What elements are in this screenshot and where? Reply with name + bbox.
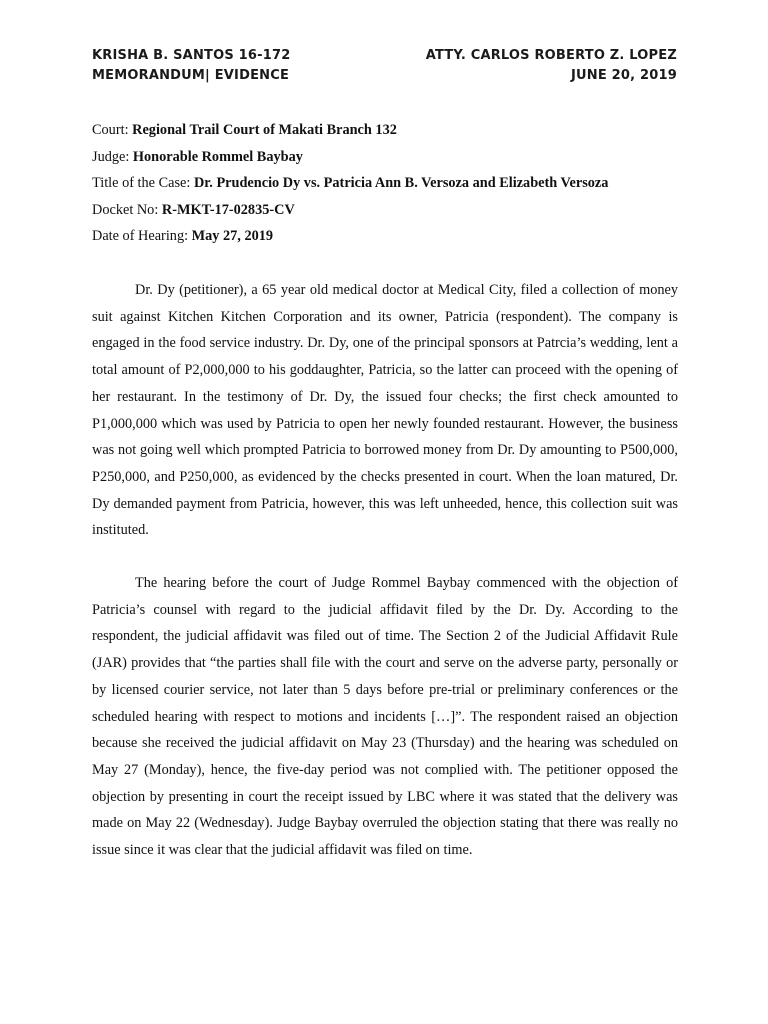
subject-line: MEMORANDUM| EVIDENCE: [92, 68, 290, 83]
judge-value: Honorable Rommel Baybay: [132, 148, 303, 165]
judge-row: [92, 144, 608, 171]
attorney-line: ATTY. CARLOS ROBERTO Z. LOPEZ: [425, 48, 677, 63]
hearing-date-value: May 27, 2019: [191, 228, 274, 244]
case-info: [92, 117, 608, 250]
case-title-row: [92, 170, 608, 197]
court-label: Court:: [92, 122, 133, 138]
case-title-label: Title of the Case:: [92, 175, 194, 191]
hearing-date-label: Date of Hearing:: [92, 228, 192, 244]
judge-label: Judge:: [92, 148, 133, 165]
date-line: JUNE 20, 2019: [570, 68, 677, 83]
facts-paragraph: Dr. Dy (petitioner), a 65 year old medical doctor at Medical City, filed a collection of money suit against Kitchen Kitchen Corporation and its owner, Patricia (respondent). The company is engaged in the food service industry. Dr. Dy, one of the principal sponsors at Patrcia’s wedding, lent a total amount of P2,000,000 to his goddaughter, Patricia, so the latter can proceed with the opening of her restaurant. In the testimony of Dr. Dy, the issued four checks; the first check amounted to P1,000,000 which was used by Patricia to open her newly founded restaurant. However, the business was not going well which prompted Patricia to borrowed money from Dr. Dy amounting to P500,000, P250,000, and P250,000, as evidenced by the checks presented in court. When the loan matured, Dr. Dy demanded payment from Patricia, however, this was left unheeded, hence, this collection suit was instituted.: [92, 282, 678, 539]
header-right: [426, 46, 677, 86]
author-line: KRISHA B. SANTOS 16-172: [92, 48, 291, 63]
docket-row: [92, 197, 608, 224]
court-row: [92, 117, 608, 144]
case-title-value: Dr. Prudencio Dy vs. Patricia Ann B. Versoza and Elizabeth Versoza: [193, 175, 609, 191]
header-left: [92, 46, 290, 86]
hearing-date-row: [92, 223, 608, 250]
hearing-paragraph: The hearing before the court of Judge Rommel Baybay commenced with the objection of Patricia’s counsel with regard to the judicial affidavit filed by the Dr. Dy. According to the respondent, the judicial affidavit was filed out of time. The Section 2 of the Judicial Affidavit Rule (JAR) provides that “the parties shall file with the court and serve on the adverse party, personally or by licensed courier service, not later than 5 days before pre-trial or preliminary conferences or the scheduled hearing with respect to motions and incidents […]”. The respondent raised an objection because she received the judicial affidavit on May 23 (Thursday) and the hearing was scheduled on May 27 (Monday), hence, the five-day period was not complied with. The petitioner opposed the objection by presenting in court the receipt issued by LBC where it was stated that the delivery was made on May 22 (Wednesday). Judge Baybay overruled the objection stating that there was really no issue since it was clear that the judicial affidavit was filed on time.: [92, 575, 678, 859]
court-value: Regional Trail Court of Makati Branch 132: [132, 122, 397, 138]
docket-label: Docket No:: [92, 201, 162, 218]
docket-value: R-MKT-17-02835-CV: [161, 201, 295, 218]
